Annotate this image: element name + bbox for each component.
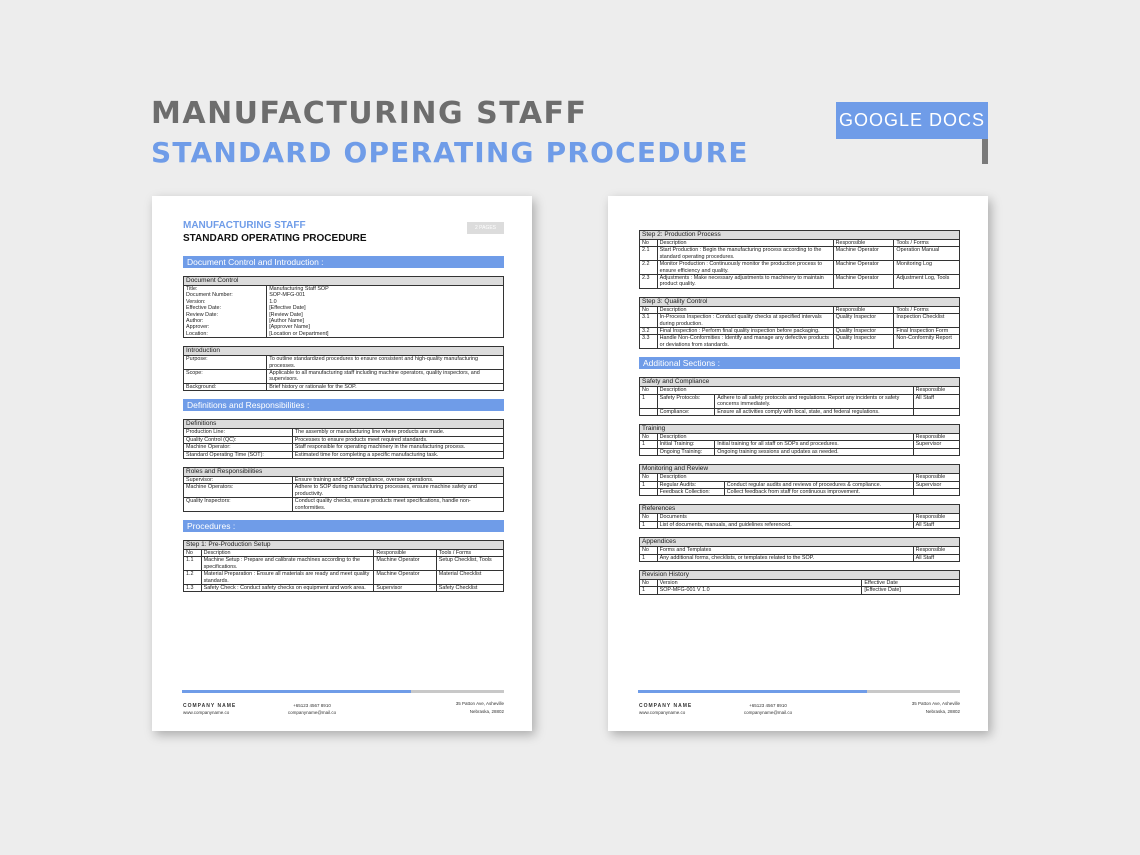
table-title: Step 2: Production Process [640,231,960,240]
table-header-row: No Description Responsible [640,433,960,440]
table-header-row: No Description Responsible Tools / Forms [640,240,960,247]
table-header-row: No Description Responsible Tools / Forms [640,306,960,313]
table-row: Author: [Author Name] [184,318,504,324]
safety-table [639,377,960,416]
footer-company: COMPANY NAME [639,703,693,709]
document-control-table [183,276,504,338]
footer-email: companyname@mail.co [287,710,337,715]
table-header-row: No Version Effective Date [640,579,960,586]
table-row: Compliance: Ensure all activities comply with local, state, and federal regulations. [640,408,960,415]
badge-accent-bar [982,139,988,164]
table-title: Step 1: Pre-Production Setup [184,540,504,549]
pages-badge: 2 PAGES [467,222,504,234]
appendices-table [639,537,960,562]
footer-website: www.companyname.co [639,710,686,715]
table-row: Production Line: The assembly or manufacturing line where products are made. [184,429,504,436]
training-table [639,424,960,456]
table-title: Appendices [640,538,960,547]
table-row: Scope: Applicable to all manufacturing staff including machine operators, quality inspectors, and supervisors. [184,370,504,384]
section-heading-additional: Additional Sections : [639,357,960,369]
introduction-table [183,346,504,391]
doc-title: MANUFACTURING STAFF [183,220,306,231]
table-row: Purpose: To outline standardized procedures to ensure consistent and high-quality manufacturing processes. [184,356,504,370]
footer-website: www.companyname.co [183,710,230,715]
footer-phone: +65123 4567 8910 [749,703,787,708]
table-header-row: No Documents Responsible [640,514,960,521]
table-row: Approver: [Approver Name] [184,324,504,330]
roles-table [183,467,504,512]
table-row: Location: [Location or Department] [184,331,504,338]
footer-phone: +65123 4567 8910 [293,703,331,708]
table-row: 1 Initial Training: Initial training for all staff on SOPs and procedures. Supervisor [640,441,960,448]
table-row: Quality Control (QC): Processes to ensure products meet required standards. [184,436,504,443]
google-docs-badge: GOOGLE DOCS [836,102,988,139]
table-header-row: No Description Responsible [640,387,960,394]
table-title: Introduction [184,347,504,356]
hero-title: MANUFACTURING STAFF [151,96,588,131]
footer-address-line1: 35 Patton Ave, Asheville [911,701,960,706]
table-row: Feedback Collection: Collect feedback from staff for continuous improvement. [640,488,960,495]
table-row: Ongoing Training: Ongoing training sessions and updates as needed. [640,448,960,455]
table-title: Roles and Responsibilities [184,467,504,476]
table-row: 2.1 Start Production : Begin the manufacturing process according to the standard operating procedures. Machine Operator Operation Manual [640,247,960,261]
step2-table [639,230,960,289]
footer-email: companyname@mail.co [743,710,793,715]
step1-table [183,540,504,592]
table-row: Quality Inspectors: Conduct quality checks, ensure products meet specifications, handle non-conformities. [184,498,504,512]
table-title: Safety and Compliance [640,378,960,387]
table-row: Document Number: SOP-MFG-001 [184,292,504,298]
table-row: Version: 1.0 [184,299,504,305]
section-heading-doc-control: Document Control and Introduction : [183,256,504,268]
table-row: 3.3 Handle Non-Conformities : Identify and manage any defective products or deviations from standards. Quality Inspector Non-Conformity Report [640,335,960,349]
table-row: 1.1 Machine Setup : Prepare and calibrate machines according to the specifications. Machine Operator Setup Checklist, Tools [184,557,504,571]
step3-table [639,297,960,349]
table-title: Training [640,424,960,433]
monitoring-table [639,464,960,496]
table-row: 3.2 Final Inspection : Perform final quality inspection before packaging. Quality Inspector Final Inspection Form [640,328,960,335]
table-title: Document Control [184,277,504,286]
footer-address-line2: Nebraska, 28802 [469,709,504,714]
table-row: Background: Brief history or rationale for the SOP. [184,383,504,390]
section-heading-procedures: Procedures : [183,520,504,532]
footer-divider [182,690,504,693]
table-row: 1 Any additional forms, checklists, or templates related to the SOP. All Staff [640,554,960,561]
table-row: 1 SOP-MFG-001 V 1.0 [Effective Date] [640,587,960,594]
table-row: Supervisor: Ensure training and SOP compliance, oversee operations. [184,476,504,483]
table-row: Effective Date: [Effective Date] [184,305,504,311]
table-row: Review Date: [Review Date] [184,312,504,318]
doc-subtitle: STANDARD OPERATING PROCEDURE [183,233,367,244]
table-header-row: No Forms and Templates Responsible [640,547,960,554]
table-row: 1.2 Material Preparation : Ensure all materials are ready and meet quality standards. Machine Operator Material Checklist [184,571,504,585]
table-row: Title: Manufacturing Staff SOP [184,286,504,293]
footer-address-line1: 35 Patton Ave, Asheville [455,701,504,706]
hero-subtitle: STANDARD OPERATING PROCEDURE [151,136,749,169]
table-title: Monitoring and Review [640,465,960,474]
document-page-2 [608,196,988,731]
table-row: 1 List of documents, manuals, and guidelines referenced. All Staff [640,521,960,528]
definitions-table [183,419,504,459]
table-title: References [640,505,960,514]
table-row: Standard Operating Time (SOT): Estimated time for completing a specific manufacturing task. [184,451,504,458]
table-row: 1 Regular Audits: Conduct regular audits and reviews of procedures & compliance. Supervisor [640,481,960,488]
table-row: 2.2 Monitor Production : Continuously monitor the production process to ensure efficiency and quality. Machine Operator Monitoring Log [640,261,960,275]
table-header-row: No Description Responsible [640,474,960,481]
table-row: 1.3 Safety Check : Conduct safety checks on equipment and work area. Supervisor Safety Checklist [184,584,504,591]
footer-address-line2: Nebraska, 28802 [925,709,960,714]
table-row: 1 Safety Protocols: Adhere to all safety protocols and regulations. Report any incidents or safety concerns immediately. All Staff [640,394,960,408]
table-row: Machine Operator: Staff responsible for operating machinery in the manufacturing process. [184,444,504,451]
table-row: Machine Operators: Adhere to SOP during manufacturing processes, ensure machine safety and productivity. [184,484,504,498]
references-table [639,504,960,529]
table-title: Definitions [184,420,504,429]
table-row: 3.1 In-Process Inspection : Conduct quality checks at specified intervals during production. Quality Inspector Inspection Checklist [640,314,960,328]
footer-company: COMPANY NAME [183,703,237,709]
footer-divider [638,690,960,693]
table-header-row: No Description Responsible Tools / Forms [184,549,504,556]
table-row: 2.3 Adjustments : Make necessary adjustments to machinery to maintain product quality. Machine Operator Adjustment Log, Tools [640,275,960,289]
document-page-1 [152,196,532,731]
table-title: Step 3: Quality Control [640,297,960,306]
revision-history-table [639,570,960,595]
section-heading-definitions: Definitions and Responsibilities : [183,399,504,411]
table-title: Revision History [640,570,960,579]
